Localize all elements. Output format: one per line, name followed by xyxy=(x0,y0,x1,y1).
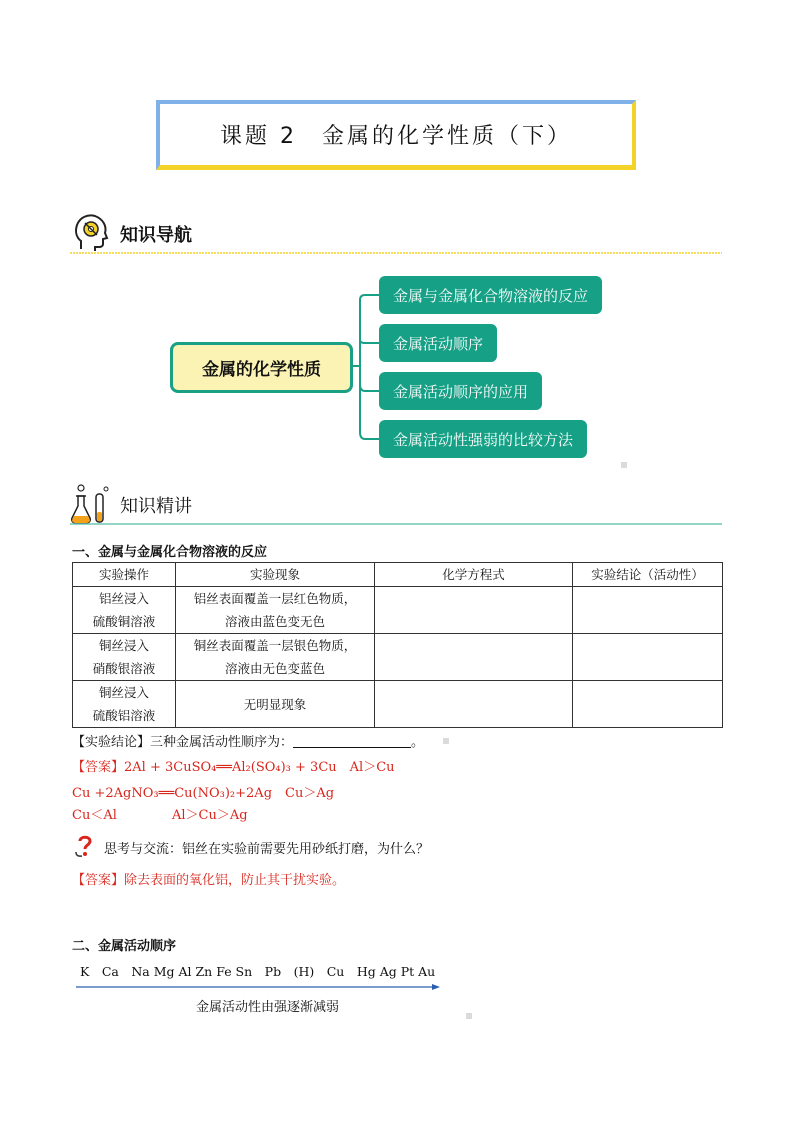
cell-line: 硝酸银溶液 xyxy=(92,661,156,676)
mindmap-center-node: 金属的化学性质 xyxy=(170,342,353,393)
equation-cell xyxy=(375,681,573,728)
mindmap-branch-3: 金属活动顺序的应用 xyxy=(379,372,542,410)
watermark-dot xyxy=(466,1013,472,1019)
page-title: 课题 2 金属的化学性质（下） xyxy=(220,124,572,149)
equation-cell xyxy=(375,587,573,634)
cell-line: 铜丝浸入 xyxy=(98,638,149,653)
table-row xyxy=(73,681,723,728)
section-divider xyxy=(70,251,722,255)
mindmap-branch-4: 金属活动性强弱的比较方法 xyxy=(379,420,587,458)
cell-line: 铜丝浸入 xyxy=(98,685,149,700)
answer-order-1: Cu＜Al xyxy=(72,808,117,823)
cell-line: 溶液由蓝色变无色 xyxy=(224,614,325,629)
cell-line: 铝丝浸入 xyxy=(98,591,149,606)
mindmap-branch-2: 金属活动顺序 xyxy=(379,324,497,362)
watermark-dot xyxy=(443,738,449,744)
table-header: 化学方程式 xyxy=(375,563,573,587)
section-title: 知识导航 xyxy=(120,225,192,246)
cell-line: 硫酸铜溶液 xyxy=(92,614,156,629)
conclusion-line xyxy=(72,731,424,750)
phenomenon-cell xyxy=(176,634,375,681)
cell-line: 溶液由无色变蓝色 xyxy=(224,661,325,676)
operation-cell xyxy=(73,587,176,634)
arrow-label: 金属活动性由强逐渐减弱 xyxy=(196,1000,340,1015)
experiment-table xyxy=(72,562,723,728)
section-header-lecture xyxy=(70,482,722,526)
think-answer-line xyxy=(72,869,345,888)
head-gear-icon xyxy=(73,213,109,253)
conclusion-cell xyxy=(573,681,723,728)
answer-label: 【答案】 xyxy=(72,873,125,888)
fill-blank xyxy=(293,735,411,748)
part2-heading: 二、金属活动顺序 xyxy=(72,939,177,954)
section-divider xyxy=(70,522,722,526)
conclusion-cell xyxy=(573,634,723,681)
operation-cell xyxy=(73,681,176,728)
title-box xyxy=(156,100,636,170)
table-header: 实验结论（活动性） xyxy=(573,563,723,587)
cell-line: 铝丝表面覆盖一层红色物质， xyxy=(193,591,357,606)
section-header-navigation xyxy=(70,211,722,255)
question-mark-icon xyxy=(74,834,96,858)
operation-cell xyxy=(73,634,176,681)
table-row xyxy=(73,634,723,681)
mindmap-branch-1: 金属与金属化合物溶液的反应 xyxy=(379,276,602,314)
phenomenon-cell xyxy=(176,587,375,634)
conclusion-end: 。 xyxy=(411,735,425,750)
answer-order-2: Al＞Cu＞Ag xyxy=(172,808,248,823)
cell-line: 铜丝表面覆盖一层银色物质， xyxy=(193,638,357,653)
answer-label: 【答案】 xyxy=(72,760,125,775)
table-row xyxy=(73,587,723,634)
conclusion-text: 三种金属活动性顺序为： xyxy=(150,735,294,750)
answer-line-1 xyxy=(72,756,395,775)
table-header: 实验操作 xyxy=(73,563,176,587)
table-header-row xyxy=(73,563,723,587)
phenomenon-cell: 无明显现象 xyxy=(176,681,375,728)
conclusion-cell xyxy=(573,587,723,634)
equation-cell xyxy=(375,634,573,681)
metal-activity-series: K Ca Na Mg Al Zn Fe Sn Pb (H) Cu Hg Ag Pt Au xyxy=(80,964,436,979)
flask-icon xyxy=(70,484,110,524)
answer-equation-1: 2Al + 3CuSO₄══Al₂(SO₄)₃ + 3Cu Al＞Cu xyxy=(124,760,395,775)
conclusion-label: 【实验结论】 xyxy=(72,735,151,750)
watermark-dot xyxy=(621,462,627,468)
section-title: 知识精讲 xyxy=(120,496,192,517)
table-header: 实验现象 xyxy=(176,563,375,587)
decreasing-arrow xyxy=(76,982,442,992)
think-answer: 除去表面的氧化铝，防止其干扰实验。 xyxy=(124,873,346,888)
cell-line: 硫酸铝溶液 xyxy=(92,708,156,723)
answer-equation-2: Cu +2AgNO₃══Cu(NO₃)₂+2Ag Cu＞Ag xyxy=(72,786,335,801)
part1-heading: 一、金属与金属化合物溶液的反应 xyxy=(72,545,268,560)
think-question: 思考与交流：铝丝在实验前需要先用砂纸打磨，为什么？ xyxy=(104,842,430,857)
